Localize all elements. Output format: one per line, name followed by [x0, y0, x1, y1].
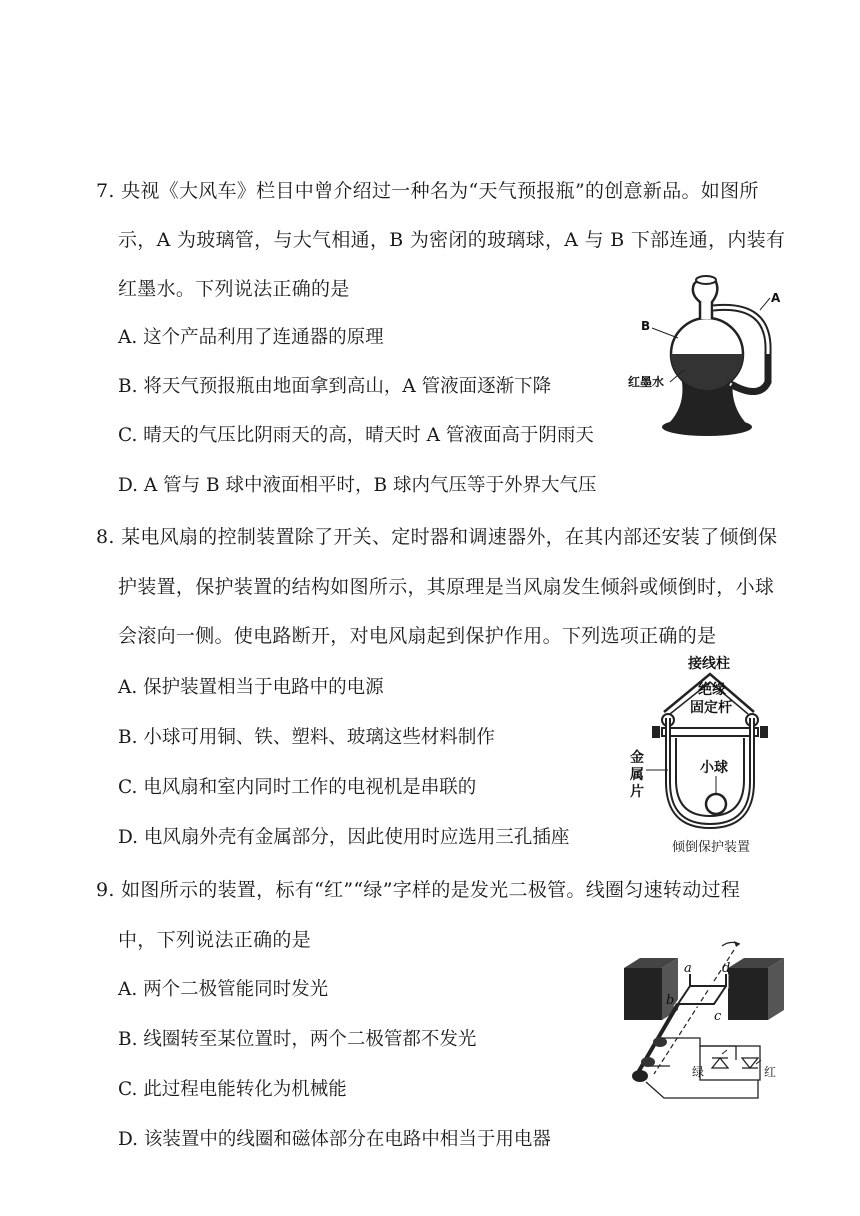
generator-led-figure: [618, 938, 804, 1110]
q8-label-insulation-1: 绝缘: [698, 682, 726, 698]
q8-option-d: D. 电风扇外壳有金属部分，因此使用时应选用三孔插座: [118, 827, 570, 848]
q7-label-a: A: [771, 291, 781, 305]
q9-label-d: d: [722, 961, 731, 976]
q7-option-c: C. 晴天的气压比阴雨天的高，晴天时 A 管液面高于阴雨天: [118, 425, 594, 446]
q8-label-post: 接线柱: [688, 656, 730, 672]
q9-label-c: c: [714, 1009, 722, 1024]
q8-label-metal-2: 属: [630, 767, 644, 783]
q9-stem-line2: 中，下列说法正确的是: [118, 929, 312, 951]
q7-stem-line1: 7. 央视《大风车》栏目中曾介绍过一种名为“天气预报瓶”的创意新品。如图所: [96, 180, 759, 202]
q8-label-metal-3: 片: [630, 784, 644, 800]
q8-figure-caption: 倾倒保护装置: [672, 840, 751, 855]
q9-option-d: D. 该装置中的线圈和磁体部分在电路中相当于用电器: [118, 1129, 551, 1150]
q8-stem-line2: 护装置，保护装置的结构如图所示，其原理是当风扇发生倾斜或倾倒时，小球: [118, 576, 775, 598]
q7-label-b: B: [641, 319, 651, 333]
weather-bottle-figure: [620, 262, 800, 442]
q9-label-red: 红: [764, 1065, 777, 1079]
q9-option-c: C. 此过程电能转化为机械能: [118, 1079, 347, 1100]
q8-label-ball: 小球: [700, 760, 728, 776]
q9-option-b: B. 线圈转至某位置时，两个二极管都不发光: [118, 1029, 477, 1050]
q7-stem-line3: 红墨水。下列说法正确的是: [118, 278, 350, 300]
q8-stem-line1: 8. 某电风扇的控制装置除了开关、定时器和调速器外，在其内部还安装了倾倒保: [96, 526, 778, 548]
q9-option-a: A. 两个二极管能同时发光: [118, 979, 329, 1000]
q9-label-a: a: [684, 961, 692, 976]
q7-label-red-ink: 红墨水: [628, 375, 665, 389]
q8-label-insulation-2: 固定杆: [690, 700, 732, 716]
q8-option-b: B. 小球可用铜、铁、塑料、玻璃这些材料制作: [118, 727, 495, 748]
q9-stem-line1: 9. 如图所示的装置，标有“红”“绿”字样的是发光二极管。线圈匀速转动过程: [96, 879, 741, 901]
q8-label-metal-1: 金: [630, 750, 644, 766]
q7-option-a: A. 这个产品利用了连通器的原理: [118, 327, 384, 348]
tilt-protection-figure: [628, 652, 788, 832]
q7-option-d: D. A 管与 B 球中液面相平时，B 球内气压等于外界大气压: [118, 475, 597, 496]
q9-label-green: 绿: [692, 1065, 705, 1079]
q7-option-b: B. 将天气预报瓶由地面拿到高山，A 管液面逐渐下降: [118, 376, 552, 397]
q8-option-c: C. 电风扇和室内同时工作的电视机是串联的: [118, 777, 477, 798]
q8-stem-line3: 会滚向一侧。使电路断开，对电风扇起到保护作用。下列选项正确的是: [118, 625, 717, 647]
q9-label-b: b: [666, 993, 675, 1008]
q7-stem-line2: 示，A 为玻璃管，与大气相通，B 为密闭的玻璃球，A 与 B 下部连通，内装有: [118, 229, 786, 251]
q8-option-a: A. 保护装置相当于电路中的电源: [118, 677, 384, 698]
